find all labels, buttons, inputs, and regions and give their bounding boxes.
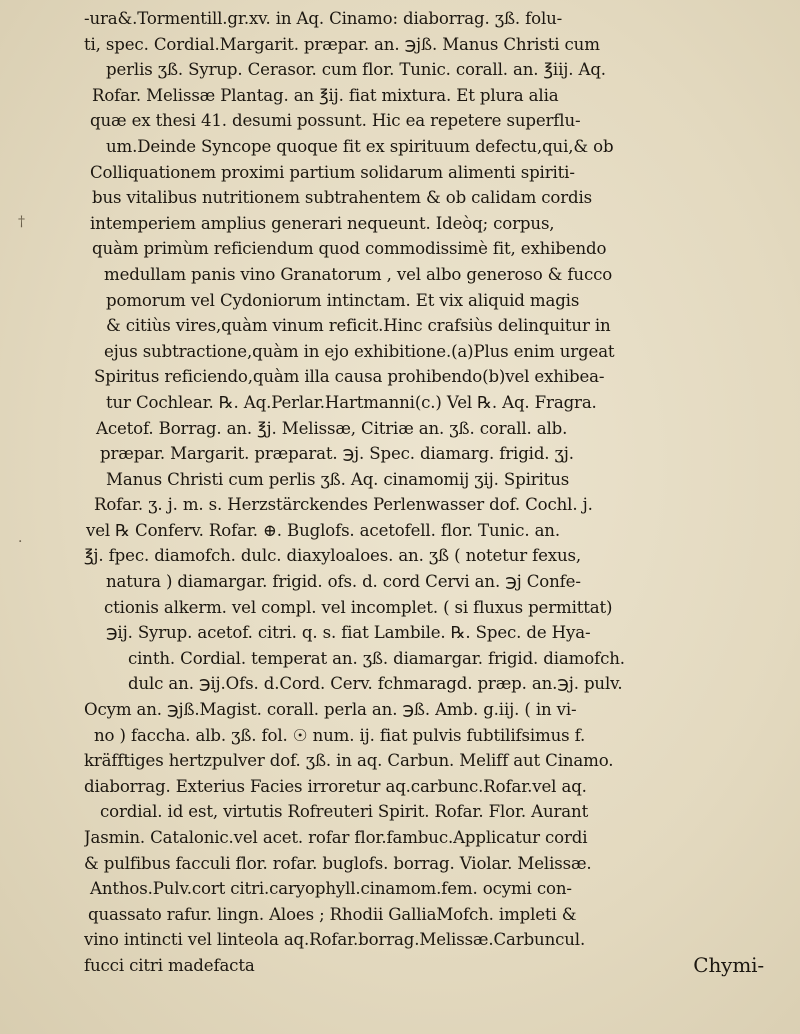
line-text: ℥j. fpec. diamofch. dulc. diaxyloaloes. an. ʒß ( notetur fexus, <box>84 546 581 566</box>
text-line <box>84 390 790 416</box>
margin-mark: † <box>18 214 25 230</box>
text-line <box>84 262 790 288</box>
line-text: & pulfibus facculi flor. rofar. buglofs. borrag. Violar. Melissæ. <box>84 853 592 873</box>
line-text: vino intincti vel linteola aq.Rofar.borrag.Melissæ.Carbuncul. <box>84 930 586 950</box>
line-text: Colliquationem proximi partium solidarum alimenti spiriti- <box>90 162 575 182</box>
line-text: perlis ʒß. Syrup. Cerasor. cum flor. Tunic. corall. an. ℥iij. Aq. <box>106 60 606 80</box>
line-text: Rofar. Melissæ Plantag. an ℥ij. fiat mixtura. Et plura alia <box>92 85 559 105</box>
text-line <box>84 32 790 58</box>
body-text <box>84 6 790 979</box>
line-text: ti, spec. Cordial.Margarit. præpar. an. ℈jß. Manus Christi cum <box>84 34 600 54</box>
text-line <box>84 543 790 569</box>
line-text: fucci citri madefacta <box>84 955 255 975</box>
text-line <box>84 799 790 825</box>
text-line <box>84 108 790 134</box>
line-text: Manus Christi cum perlis ʒß. Aq. cinamomij ʒij. Spiritus <box>106 469 570 489</box>
line-text: quæ ex thesi 41. desumi possunt. Hic ea repetere superflu- <box>90 111 581 131</box>
line-text: Spiritus reficiendo,quàm illa causa prohibendo(b)vel exhibea- <box>94 367 605 387</box>
line-text: medullam panis vino Granatorum , vel albo generoso & fucco <box>104 264 613 284</box>
text-line <box>84 416 790 442</box>
line-text: Ocym an. ℈jß.Magist. corall. perla an. ℈ß. Amb. g.iij. ( in vi- <box>84 700 577 720</box>
text-line <box>84 134 790 160</box>
line-text: Rofar. ʒ. j. m. s. Herzstärckendes Perlenwasser dof. Cochl. j. <box>94 495 593 515</box>
text-line <box>84 851 790 877</box>
text-line <box>84 492 790 518</box>
line-text: ℈ij. Syrup. acetof. citri. q. s. fiat Lambile. ℞. Spec. de Hya- <box>106 623 591 643</box>
line-text: quassato rafur. lingn. Aloes ; Rhodii GalliaMofch. impleti & <box>88 904 577 924</box>
line-text: bus vitalibus nutritionem subtrahentem & ob calidam cordis <box>92 188 593 208</box>
line-text: vel ℞ Conferv. Rofar. ⊕. Buglofs. acetofell. flor. Tunic. an. <box>86 520 560 540</box>
text-line <box>84 6 790 32</box>
line-text: -ura&.Tormentill.gr.xv. in Aq. Cinamo: diaborrag. ʒß. folu- <box>84 9 563 28</box>
line-text: cinth. Cordial. temperat an. ʒß. diamargar. frigid. diamofch. <box>128 648 625 668</box>
line-text: pomorum vel Cydoniorum intinctam. Et vix aliquid magis <box>106 290 580 310</box>
text-line <box>84 288 790 314</box>
line-text: cordial. id est, virtutis Rofreuteri Spirit. Rofar. Flor. Aurant <box>100 802 589 822</box>
text-line <box>84 953 790 979</box>
text-line <box>84 467 790 493</box>
text-line <box>84 569 790 595</box>
text-line <box>84 185 790 211</box>
line-text: quàm primùm reficiendum quod commodissimè fit, exhibendo <box>92 239 607 259</box>
line-text: intemperiem amplius generari nequeunt. Ideòq; corpus, <box>90 213 555 233</box>
text-line <box>84 339 790 365</box>
text-line <box>84 211 790 237</box>
line-text: Jasmin. Catalonic.vel acet. rofar flor.fambuc.Applicatur cordi <box>84 828 588 847</box>
line-text: natura ) diamargar. frigid. ofs. d. cord Cervi an. ℈j Confe- <box>106 572 581 592</box>
line-text: Acetof. Borrag. an. ℥j. Melissæ, Citriæ an. ʒß. corall. alb. <box>96 418 568 438</box>
line-text: tur Cochlear. ℞. Aq.Perlar.Hartmanni(c.) Vel ℞. Aq. Fragra. <box>106 392 597 412</box>
text-line <box>84 364 790 390</box>
line-text: ctionis alkerm. vel compl. vel incomplet. ( si fluxus permittat) <box>104 597 613 617</box>
catchword: Chymi- <box>693 952 764 977</box>
text-line <box>84 825 790 851</box>
line-text: præpar. Margarit. præparat. ℈j. Spec. diamarg. frigid. ʒj. <box>100 444 574 464</box>
text-line <box>84 748 790 774</box>
line-text: dulc an. ℈ij.Ofs. d.Cord. Cerv. fchmaragd. præp. an.℈j. pulv. <box>128 674 623 694</box>
text-line <box>84 57 790 83</box>
text-line <box>84 723 790 749</box>
text-line <box>84 697 790 723</box>
text-line <box>84 646 790 672</box>
text-line <box>84 236 790 262</box>
text-line <box>84 927 790 953</box>
text-line <box>84 441 790 467</box>
line-text: ejus subtractione,quàm in ejo exhibitione.(a)Plus enim urgeat <box>104 341 615 361</box>
text-line <box>84 671 790 697</box>
line-text: kräfftiges hertzpulver dof. ʒß. in aq. Carbun. Meliff aut Cinamo. <box>84 751 614 771</box>
text-line <box>84 83 790 109</box>
line-text: no ) faccha. alb. ʒß. fol. ☉ num. ij. fiat pulvis fubtilifsimus f. <box>94 725 586 745</box>
line-text: & citiùs vires,quàm vinum reficit.Hinc crafsiùs delinquitur in <box>106 316 611 336</box>
line-text: um.Deinde Syncope quoque fit ex spirituum defectu,qui,& ob <box>106 136 614 156</box>
text-line <box>84 313 790 339</box>
margin-mark: · <box>18 534 23 550</box>
text-line <box>84 620 790 646</box>
text-line <box>84 876 790 902</box>
text-line <box>84 902 790 928</box>
line-text: diaborrag. Exterius Facies irroretur aq.carbunc.Rofar.vel aq. <box>84 776 587 796</box>
text-line <box>84 774 790 800</box>
text-line <box>84 595 790 621</box>
text-line <box>84 160 790 186</box>
text-line <box>84 518 790 544</box>
line-text: Anthos.Pulv.cort citri.caryophyll.cinamom.fem. ocymi con- <box>90 879 572 899</box>
